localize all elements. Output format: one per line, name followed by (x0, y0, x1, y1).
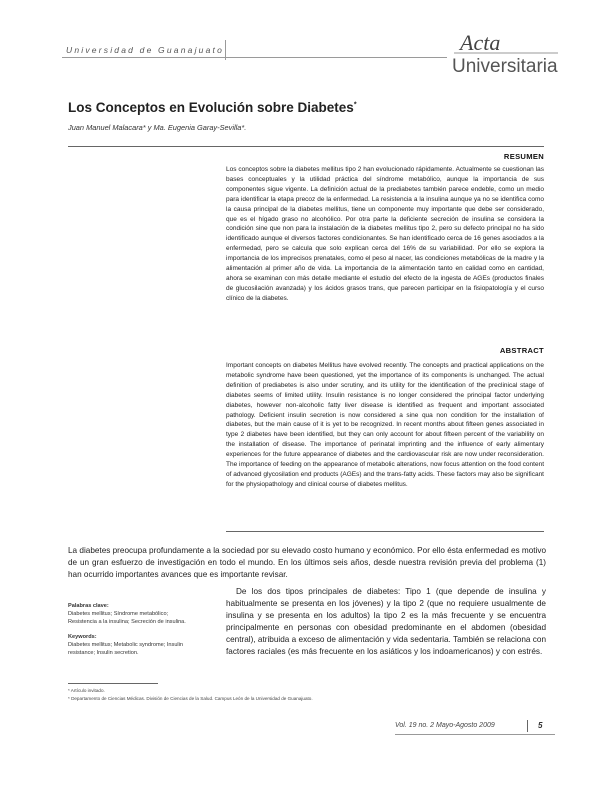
resumen-text: Los conceptos sobre la diabetes mellitus tipo 2 han evolucionado rápidamente. Actualmente se cuestionan las bases conceptuales y la utilidad práctica del síndrome metabólico, aunque la importancia de sus componentes sigue vigente. La definición actual de la prediabetes también parece endeble, como un medio para identificar la etapa precoz de la enfermedad. La resistencia a la insulina aunque ya no se identifica como la causa principal de la diabetes mellitus, tiene un componente muy importante que debe ser considerado, que es el hígado graso no alcohólico. Por otra parte la deficiente secreción de insulina se considera la condición sine que non para la instalación de la diabetes mellitus tipo 2, pero su defecto principal no ha sido identificado aunque el diversos factores condicionantes. Se han identificado cerca de 16 genes asociados a la enfermedad, pero se calcula que solo explican cerca del 16% de su variabilidad. Por ello se explora la importancia de los imprecisos prenatales, como el peso al nacer, las condiciones metabólicas de la madre y la alimentación al primer año de vida. La importancia de la alimentación tanto en calidad como en cantidad, ahora se examinan con más detalle mediante el estudio del efecto de la ingesta de AGEs (productos finales de glucosilación avanzada) y los ácidos grasos trans, que parecen participar en la fisiopatología y el curso clínico de la diabetes. (226, 166, 544, 302)
logo-main-text: Universitaria (452, 56, 558, 77)
body-paragraph: De los dos tipos principales de diabetes: Tipo 1 (que depende de insulina y habitualmente se presenta en los jóvenes) y la tipo 2 (que no requiere usualmente de insulina y se presenta en los adultos) la tipo 2 es la más frecuente y se encuentra principalmente en personas con obesidad predominante en el abdomen (obesidad central), atribuida a exceso de alimentación y vida sedentaria. También se relaciona con factores raciales (es más frecuente en los asiáticos y los indoamericanos) y con estrés. (226, 587, 546, 656)
resumen-heading: RESUMEN (503, 152, 544, 161)
keywords-en-text: Diabetes mellitus; Metabolic syndrome; Insulin resistance; Insulin secretion. (68, 642, 184, 656)
footnote-invited: * Artículo invitado. (68, 688, 105, 693)
abstract-bottom-rule (226, 531, 544, 532)
article-title-footnote-mark: * (353, 101, 357, 109)
footer-rule (395, 734, 555, 735)
header-rule (62, 57, 447, 58)
keywords-en-title: Keywords: (68, 634, 97, 640)
abstract-heading: ABSTRACT (499, 346, 544, 355)
journal-university-name: Universidad de Guanajuato (66, 45, 225, 55)
footer-citation: Vol. 19 no. 2 Mayo-Agosto 2009 (395, 722, 495, 729)
keywords-es-title: Palabras clave: (68, 603, 109, 609)
abstract-top-rule (68, 146, 544, 147)
keywords-block (68, 602, 198, 657)
footnote-affiliation: * Departamento de Ciencias Médicas. División de Ciencias de la Salud. Campus León de la Universidad de Guanajuato. (68, 696, 313, 701)
intro-paragraph: La diabetes preocupa profundamente a la sociedad por su elevado costo humano y económico. Por ello ésta enfermedad es motivo de un gran esfuerzo de investigación en todo el mundo. En los últimos seis años, desde nuestra revisión previa del problema (1) han ocurrido importantes avances que es importante revisar. (68, 546, 546, 579)
keywords-es-text: Diabetes mellitus; Síndrome metabólico; Resistencia a la insulina; Secreción de insulina. (68, 611, 186, 625)
logo-script-text: Acta (460, 30, 501, 55)
body-column (226, 586, 546, 658)
abstract-text: Important concepts on diabetes Mellitus have evolved recently. The concepts and practical applications on the metabolic syndrome have been questioned, yet the importance of its components is unchanged. The actual definition of prediabetes is also under scrutiny, and its utility for the identification of the preclinical stage of diabetes seems of limited utility. Insulin resistance is no longer considered the principal factor underlying diabetes, however non-alcoholic fatty liver disease is identified as frequent and important associated pathology. Deficient insulin secretion is now considered a sine qua non condition for the installation of diabetes, but the main cause of it is yet to be recognized. In recent months about fifteen genes associated in type 2 diabetes have been identified, but they can only account for about fifteen percent of the variability on the installation of disease. The importance of perinatal imprinting and the influence of early alimentary experiences for the future appearance of diabetes and the cardiovascular risk are now under reconsideration. The importance of feeding on the appearance of metabolic alterations, now focus attention on the food content of advanced glycosilation end products (AGEs) and the trans-fatty acids. These factors may also be significant for the physiopathology and clinical course of diabetes mellitus. (226, 362, 544, 488)
article-title (68, 100, 357, 115)
page-number: 5 (538, 721, 543, 730)
article-authors: Juan Manuel Malacara* y Ma. Eugenia Garay-Sevilla*. (68, 123, 247, 132)
resumen-body (226, 165, 544, 304)
footnote-rule (68, 683, 158, 684)
acta-universitaria-logo (448, 26, 562, 80)
abstract-body (226, 361, 544, 490)
footer-divider (527, 720, 528, 732)
article-title-text: Los Conceptos en Evolución sobre Diabetes (68, 100, 354, 115)
